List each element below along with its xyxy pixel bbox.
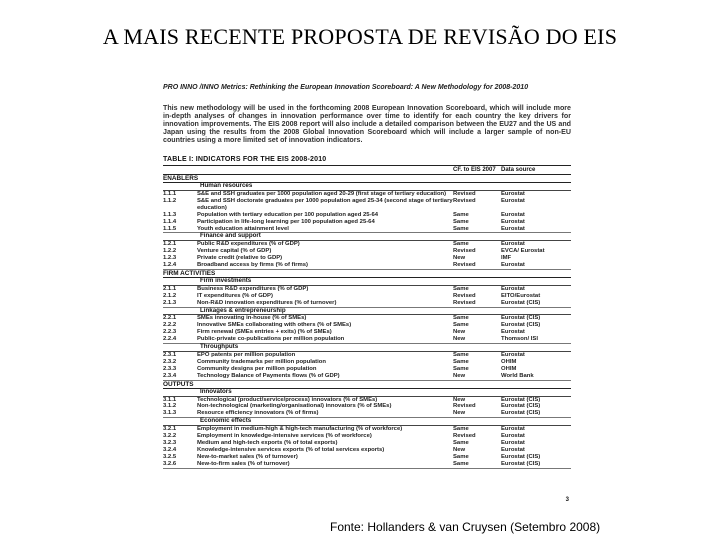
scanned-document <box>163 84 571 516</box>
table-row <box>163 219 571 226</box>
indicator-data-source: Eurostat <box>501 352 525 358</box>
indicator-data-source: Eurostat <box>501 446 525 453</box>
indicator-data-source: Eurostat <box>501 285 525 292</box>
indicator-data-source: OHIM <box>501 365 517 372</box>
table-row <box>163 403 571 410</box>
indicator-number: 1.2.2 <box>163 248 177 255</box>
indicator-description: Non-R&D innovation expenditures (% of turnover) <box>197 299 337 306</box>
indicator-number: 2.2.2 <box>163 322 177 329</box>
document-header: PRO INNO /INNO Metrics: Rethinking the European Innovation Scoreboard: A New Methodology for 2008-2010 <box>163 84 529 91</box>
indicator-number: 2.2.4 <box>163 336 177 343</box>
indicator-data-source: Eurostat (CIS) <box>501 322 541 329</box>
indicator-number: 1.2.3 <box>163 255 177 262</box>
table-row <box>163 426 571 433</box>
table-group-heading: Firm investments <box>163 278 571 286</box>
table-row <box>163 352 571 359</box>
indicator-number: 2.2.1 <box>163 315 177 322</box>
indicator-comparison: Same <box>453 218 469 225</box>
table-row <box>163 397 571 404</box>
indicators-table-body <box>163 175 571 469</box>
table-group-heading: Linkages & entrepreneurship <box>163 308 571 316</box>
indicator-comparison: Same <box>453 426 469 433</box>
indicator-comparison: Same <box>453 285 469 292</box>
indicator-description: New-to-market sales (% of turnover) <box>197 453 298 460</box>
indicator-number: 3.1.2 <box>163 403 177 410</box>
table-row <box>163 359 571 366</box>
indicator-comparison: Same <box>453 453 469 460</box>
indicator-description: Public R&D expenditures (% of GDP) <box>197 241 300 248</box>
indicator-description: SMEs innovating in-house (% of SMEs) <box>197 315 307 322</box>
indicator-comparison: Revised <box>453 262 476 269</box>
table-row <box>163 255 571 262</box>
indicator-description: Employment in knowledge-intensive services (% of workforce) <box>197 433 372 440</box>
indicator-data-source: Eurostat <box>501 329 525 336</box>
indicator-data-source: Eurostat <box>501 439 525 446</box>
indicator-description: Participation in life-long learning per 100 population aged 25-64 <box>197 218 375 225</box>
table-title: TABLE I: INDICATORS FOR THE EIS 2008-2010 <box>163 156 327 164</box>
indicator-number: 3.2.2 <box>163 433 177 440</box>
indicator-description: Resource efficiency innovators (% of firms) <box>197 410 319 417</box>
indicator-number: 1.2.1 <box>163 241 177 248</box>
indicator-number: 3.2.6 <box>163 460 177 467</box>
table-row <box>163 373 571 381</box>
indicator-number: 1.1.2 <box>163 197 177 204</box>
column-header-cf-to-eis: CF. to EIS 2007 <box>453 167 496 174</box>
indicator-description: Private credit (relative to GDP) <box>197 255 283 262</box>
indicator-data-source: Eurostat <box>501 225 525 232</box>
indicator-number: 2.3.3 <box>163 365 177 372</box>
indicator-description: Community trademarks per million population <box>197 358 326 365</box>
indicator-data-source: Eurostat (CIS) <box>501 453 541 460</box>
indicator-comparison: Same <box>453 460 469 467</box>
indicator-number: 2.1.1 <box>163 285 177 292</box>
indicator-data-source: Eurostat <box>501 190 525 197</box>
indicator-number: 1.1.5 <box>163 225 177 232</box>
indicator-number: 1.1.3 <box>163 211 177 218</box>
table-row <box>163 366 571 373</box>
indicator-data-source: Eurostat (CIS) <box>501 396 541 403</box>
indicator-data-source: Eurostat <box>501 426 525 433</box>
indicator-description: Community designs per million population <box>197 365 317 372</box>
indicator-number: 3.1.1 <box>163 396 177 403</box>
indicator-comparison: New <box>453 372 466 379</box>
table-group-heading: Innovators <box>163 389 571 397</box>
indicator-description: Venture capital (% of GDP) <box>197 248 272 255</box>
indicator-comparison: New <box>453 255 466 262</box>
indicator-comparison: New <box>453 410 466 417</box>
source-caption: Fonte: Hollanders & van Cruysen (Setembro 2008) <box>330 520 601 534</box>
indicator-data-source: Eurostat (CIS) <box>501 315 541 322</box>
table-row <box>163 461 571 469</box>
indicator-description: Innovative SMEs collaborating with others (% of SMEs) <box>197 322 352 329</box>
table-row <box>163 454 571 461</box>
indicator-data-source: Eurostat <box>501 262 525 269</box>
indicator-data-source: Eurostat (CIS) <box>501 403 541 410</box>
indicator-comparison: New <box>453 336 466 343</box>
indicator-data-source: Eurostat <box>501 241 525 248</box>
indicator-data-source: IMF <box>501 255 512 262</box>
table-row <box>163 322 571 329</box>
indicator-description: Technological (product/service/process) innovators (% of SMEs) <box>197 396 378 403</box>
indicator-comparison: Revised <box>453 433 476 440</box>
indicator-number: 3.2.5 <box>163 453 177 460</box>
indicator-description: Knowledge-intensive services exports (% of total services exports) <box>197 446 385 453</box>
indicator-description: S&E and SSH graduates per 1000 population aged 20-29 (first stage of tertiary education) <box>197 190 447 197</box>
slide-title: A MAIS RECENTE PROPOSTA DE REVISÃO DO EIS <box>102 24 618 49</box>
indicator-number: 1.1.1 <box>163 190 177 197</box>
document-intro-paragraph: This new methodology will be used in the forthcoming 2008 European Innovation Scoreboard, which will include more in-depth analyses of changes in innovation performance over time to identify for each country the key drivers for innovation improvements. The EIS 2008 report will also include a detailed comparison between the EU27 and the US and Japan using the results from the 2008 Global Innovation Scoreboard which will include a larger sample of non-EU countries using a more limited set of innovation indicators. <box>163 104 571 145</box>
indicator-data-source: Eurostat (CIS) <box>501 410 541 417</box>
column-header-indicator <box>197 167 453 174</box>
table-column-header <box>163 167 571 174</box>
indicator-comparison: Revised <box>453 403 476 410</box>
indicator-number: 3.1.3 <box>163 410 177 417</box>
indicator-comparison: Same <box>453 358 469 365</box>
table-section-heading: ENABLERS <box>163 175 571 183</box>
indicator-description: Public-private co-publications per million population <box>197 336 345 343</box>
indicator-comparison: Same <box>453 315 469 322</box>
indicator-comparison: Revised <box>453 248 476 255</box>
indicator-data-source: EITO/Eurostat <box>501 292 541 299</box>
column-header-number <box>163 167 197 174</box>
page-number: 3 <box>565 497 569 503</box>
indicator-number: 2.1.3 <box>163 299 177 306</box>
indicator-data-source: EVCA/ Eurostat <box>501 248 545 255</box>
indicator-data-source: Eurostat <box>501 211 525 218</box>
table-group-heading: Economic effects <box>163 418 571 426</box>
indicator-number: 2.3.4 <box>163 372 177 379</box>
indicator-description: Youth education attainment level <box>197 225 289 232</box>
table-row <box>163 293 571 300</box>
indicator-comparison: Same <box>453 439 469 446</box>
indicator-comparison: New <box>453 396 466 403</box>
indicator-comparison: Same <box>453 241 469 248</box>
indicator-data-source: Eurostat (CIS) <box>501 460 541 467</box>
indicator-comparison: Revised <box>453 292 476 299</box>
indicator-data-source: Eurostat <box>501 197 525 204</box>
indicator-description: New-to-firm sales (% of turnover) <box>197 460 290 467</box>
table-row <box>163 198 571 212</box>
indicator-number: 3.2.3 <box>163 439 177 446</box>
table-group-heading: Human resources <box>163 183 571 191</box>
indicator-comparison: Revised <box>453 299 476 306</box>
table-row <box>163 248 571 255</box>
indicator-comparison: Same <box>453 225 469 232</box>
indicator-comparison: Revised <box>453 190 476 197</box>
table-row <box>163 447 571 454</box>
indicator-description: Broadband access by firms (% of firms) <box>197 262 308 269</box>
indicator-number: 2.3.2 <box>163 358 177 365</box>
indicator-number: 3.2.4 <box>163 446 177 453</box>
indicator-number: 2.1.2 <box>163 292 177 299</box>
indicator-description: EPO patents per million population <box>197 352 296 358</box>
table-row <box>163 212 571 219</box>
indicator-data-source: Thomson/ ISI <box>501 336 538 343</box>
table-row <box>163 440 571 447</box>
table-section-heading: OUTPUTS <box>163 381 571 389</box>
indicator-comparison: New <box>453 329 466 336</box>
indicator-comparison: Same <box>453 352 469 358</box>
indicator-description: Business R&D expenditures (% of GDP) <box>197 285 309 292</box>
indicator-description: Population with tertiary education per 100 population aged 25-64 <box>197 211 379 218</box>
indicator-description: IT expenditures (% of GDP) <box>197 292 273 299</box>
indicator-number: 2.3.1 <box>163 352 177 358</box>
indicator-data-source: Eurostat <box>501 433 525 440</box>
indicator-comparison: New <box>453 446 466 453</box>
indicator-number: 3.2.1 <box>163 426 177 433</box>
indicator-description: Firm renewal (SMEs entries + exits) (% of SMEs) <box>197 329 332 336</box>
indicator-data-source: Eurostat <box>501 218 525 225</box>
indicator-description: Employment in medium-high & high-tech manufacturing (% of workforce) <box>197 426 403 433</box>
indicator-data-source: World Bank <box>501 372 534 379</box>
table-row <box>163 191 571 198</box>
indicator-data-source: Eurostat (CIS) <box>501 299 541 306</box>
table-group-heading: Throughputs <box>163 344 571 352</box>
table-top-rule <box>163 165 571 166</box>
table-row <box>163 315 571 322</box>
table-row <box>163 329 571 336</box>
indicator-comparison: Same <box>453 322 469 329</box>
indicator-comparison: Same <box>453 365 469 372</box>
column-header-data-source: Data source <box>501 167 536 174</box>
indicator-number: 1.1.4 <box>163 218 177 225</box>
indicator-description: Technology Balance of Payments flows (% of GDP) <box>197 372 340 379</box>
indicator-comparison: Revised <box>453 197 476 204</box>
table-section-heading: FIRM ACTIVITIES <box>163 270 571 278</box>
indicator-number: 2.2.3 <box>163 329 177 336</box>
indicator-description: Non-technological (marketing/organisational) innovators (% of SMEs) <box>197 403 392 410</box>
indicator-comparison: Same <box>453 211 469 218</box>
indicator-data-source: OHIM <box>501 358 517 365</box>
table-group-heading: Finance and support <box>163 233 571 241</box>
table-row <box>163 433 571 440</box>
table-row <box>163 286 571 293</box>
table-row <box>163 241 571 248</box>
indicator-number: 1.2.4 <box>163 262 177 269</box>
indicator-description: Medium and high-tech exports (% of total exports) <box>197 439 338 446</box>
indicator-description: S&E and SSH doctorate graduates per 1000 population aged 25-34 (second stage of tertiary education) <box>197 197 453 211</box>
table-row <box>163 262 571 270</box>
